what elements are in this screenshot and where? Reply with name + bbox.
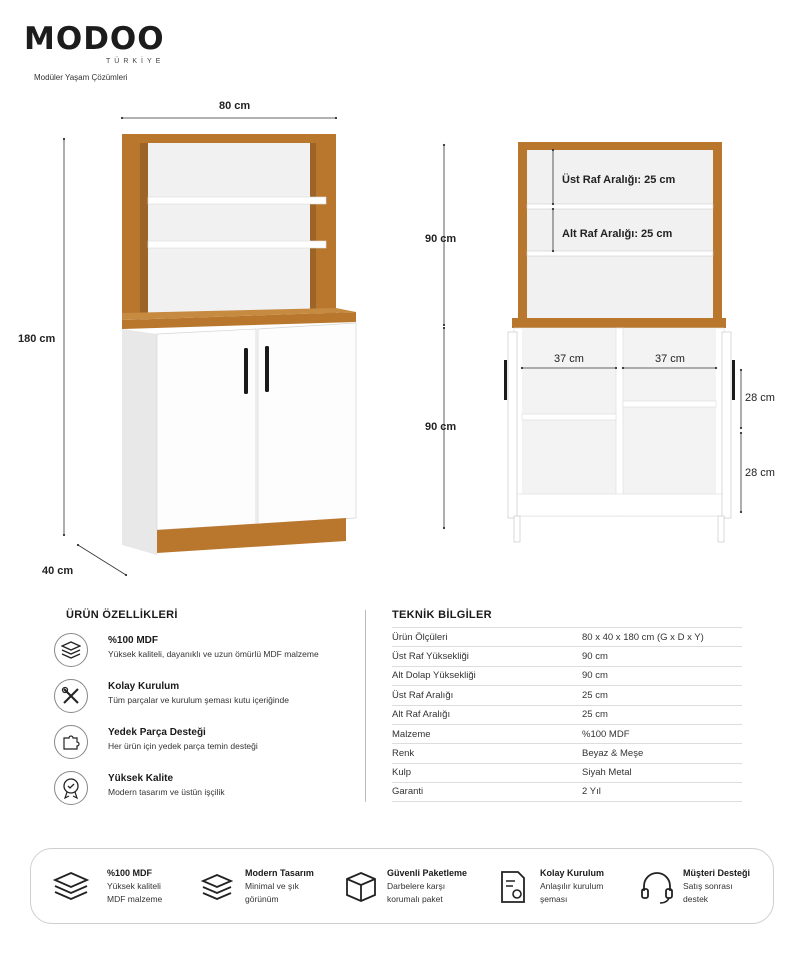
- row-value: 25 cm: [582, 689, 608, 701]
- benefit-line: şeması: [540, 894, 568, 904]
- table-row: [392, 763, 742, 782]
- cabinet-front-open: [504, 142, 735, 542]
- feature-title: Yüksek Kalite: [108, 773, 174, 784]
- row-key: Alt Dolap Yüksekliği: [392, 670, 476, 682]
- feature-item: [54, 633, 354, 673]
- benefit-line: destek: [683, 894, 709, 904]
- benefit-title: Müşteri Desteği: [683, 868, 751, 878]
- row-value: 25 cm: [582, 709, 608, 721]
- puzzle-icon: [54, 725, 88, 759]
- dim-lower-compartment: 28 cm: [745, 467, 775, 479]
- benefit-title: Kolay Kurulum: [540, 868, 605, 878]
- benefit-line: Anlaşılır kurulum: [540, 881, 604, 891]
- feature-title: Yedek Parça Desteği: [108, 727, 206, 738]
- feature-item: [54, 725, 354, 765]
- feature-title: %100 MDF: [108, 635, 159, 646]
- layers-icon: [51, 867, 91, 907]
- feature-desc: Tüm parçalar ve kurulum şeması kutu içeriğinde: [108, 695, 289, 705]
- row-key: Garanti: [392, 786, 424, 798]
- tech-table: [392, 627, 742, 802]
- dim-depth: 40 cm: [42, 565, 74, 577]
- cabinet-perspective: [122, 134, 356, 555]
- benefit-title: Modern Tasarım: [245, 868, 314, 878]
- benefit-item: [197, 863, 337, 913]
- stack-icon: [197, 867, 237, 907]
- table-row: [392, 666, 742, 685]
- dim-height: 180 cm: [18, 333, 56, 345]
- benefit-title: Güvenli Paketleme: [387, 868, 468, 878]
- benefit-item: [493, 863, 633, 913]
- row-value: Siyah Metal: [582, 767, 632, 779]
- benefit-line: Yüksek kaliteli: [107, 881, 161, 891]
- dim-width: 80 cm: [219, 100, 251, 112]
- table-row: [392, 724, 742, 743]
- row-value: 2 Yıl: [582, 786, 601, 798]
- feature-title: Kolay Kurulum: [108, 681, 180, 692]
- row-key: Üst Raf Aralığı: [392, 689, 454, 701]
- row-value: 80 x 40 x 180 cm (G x D x Y): [582, 631, 704, 643]
- headset-icon: [637, 867, 677, 907]
- lower-shelf-gap-label: Alt Raf Aralığı: 25 cm: [562, 228, 673, 240]
- dim-right-compartment: 37 cm: [655, 353, 685, 365]
- feature-item: [54, 771, 354, 811]
- benefit-title: %100 MDF: [107, 868, 153, 878]
- tools-icon: [54, 679, 88, 713]
- box-icon: [341, 867, 381, 907]
- benefit-line: MDF malzeme: [107, 894, 163, 904]
- table-row: [392, 646, 742, 665]
- benefit-item: [341, 863, 491, 913]
- row-key: Üst Raf Yüksekliği: [392, 651, 469, 663]
- quality-badge-icon: [54, 771, 88, 805]
- feature-desc: Modern tasarım ve üstün işçilik: [108, 787, 225, 797]
- row-value: 90 cm: [582, 651, 608, 663]
- row-key: Renk: [392, 748, 415, 760]
- row-key: Malzeme: [392, 728, 431, 740]
- benefit-line: görünüm: [245, 894, 279, 904]
- benefit-line: Satış sonrası: [683, 881, 733, 891]
- section-divider: [365, 610, 366, 802]
- benefits-bar: [30, 848, 774, 924]
- feature-desc: Yüksek kaliteli, dayanıklı ve uzun ömürlü MDF malzeme: [108, 649, 319, 659]
- row-value: 90 cm: [582, 670, 608, 682]
- feature-item: [54, 679, 354, 719]
- logo-text: MODOO: [24, 21, 165, 57]
- tech-title: TEKNİK BİLGİLER: [392, 609, 492, 621]
- table-row: [392, 705, 742, 724]
- logo-tagline: Modüler Yaşam Çözümleri: [34, 73, 128, 82]
- dim-upper-compartment: 28 cm: [745, 392, 775, 404]
- row-key: Ürün Ölçüleri: [392, 631, 448, 643]
- table-row: [392, 685, 742, 704]
- document-gear-icon: [493, 867, 533, 907]
- benefit-line: korumalı paket: [387, 894, 443, 904]
- table-row: [392, 782, 742, 801]
- table-row: [392, 627, 742, 646]
- features-title: ÜRÜN ÖZELLİKLERİ: [66, 609, 178, 621]
- upper-shelf-gap-label: Üst Raf Aralığı: 25 cm: [562, 174, 676, 186]
- dim-upper-height: 90 cm: [425, 233, 457, 245]
- row-key: Kulp: [392, 767, 412, 779]
- benefit-item: [637, 863, 767, 913]
- row-value: Beyaz & Meşe: [582, 748, 644, 760]
- benefit-item: [51, 863, 191, 913]
- row-key: Alt Raf Aralığı: [392, 709, 451, 721]
- benefit-line: Darbelere karşı: [387, 881, 446, 891]
- logo-country: TÜRKİYE: [106, 58, 165, 65]
- feature-desc: Her ürün için yedek parça temin desteği: [108, 741, 258, 751]
- layers-icon: [54, 633, 88, 667]
- table-row: [392, 743, 742, 762]
- dim-left-compartment: 37 cm: [554, 353, 584, 365]
- benefit-line: Minimal ve şık: [245, 881, 299, 891]
- dim-lower-height: 90 cm: [425, 421, 457, 433]
- row-value: %100 MDF: [582, 728, 630, 740]
